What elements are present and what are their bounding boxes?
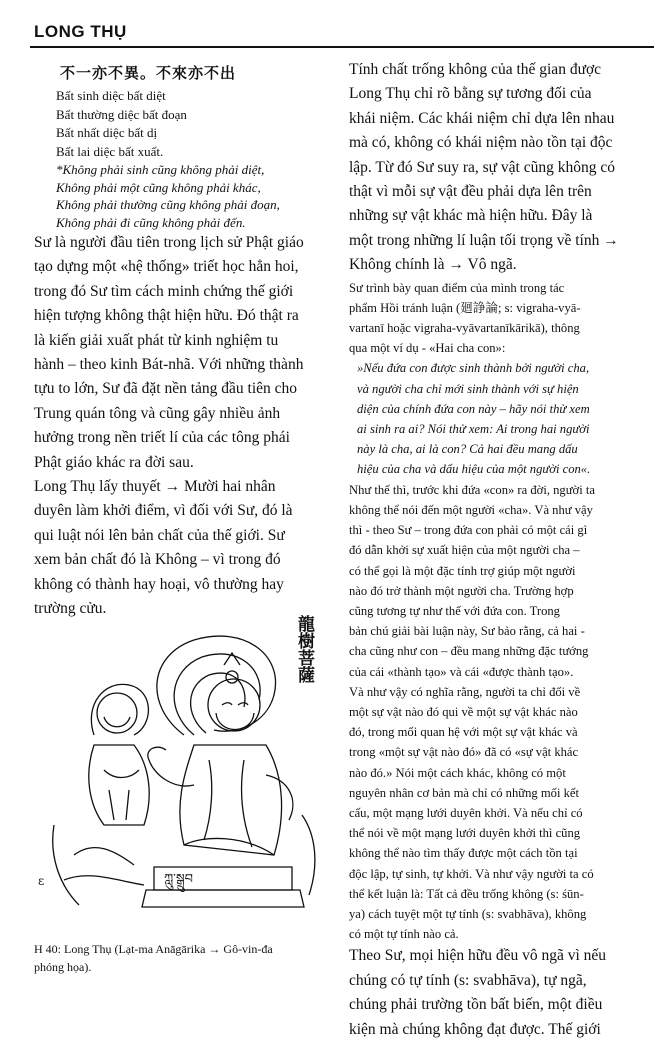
header-rule	[30, 46, 654, 48]
caption-line: H 40: Long Thụ (Lạt-ma Anāgārika → Gô-vin-đa	[34, 942, 273, 956]
paragraph-emptiness	[349, 58, 657, 278]
text-line: không có thành hay hoại, vô thường hay	[34, 575, 284, 593]
text-line: Sư là người đầu tiên trong lịch sử Phật giáo	[34, 234, 304, 251]
text-line: cũng tương tự như thế với đứa con. Trong	[349, 603, 560, 618]
verse-translation-line: *Không phải sinh cũng không phải diệt,	[56, 162, 265, 177]
text-line: thật vì mỗi sự vật đều phải dựa lên trên	[349, 183, 592, 201]
quote-line: ai sinh ra ai? Nói thử xem: Ai trong hai người	[357, 422, 590, 437]
verse-translation-line: Không phải thường cũng không phải đoạn,	[56, 197, 280, 212]
verse-line: Bất thường diệc bất đoạn	[56, 106, 187, 122]
text-line: Sư trình bày quan điểm của mình trong tác	[349, 280, 565, 295]
father-son-quote	[349, 358, 657, 479]
text-line: qui luật nói lên bản chất của thế giới. Sư	[34, 526, 285, 544]
paragraph-argument	[349, 480, 657, 945]
text-line: Không chính là → Vô ngã.	[349, 256, 517, 274]
text-line: tựu to lớn, Sư đã đặt nền tảng đầu tiên cho	[34, 380, 298, 398]
text-line: bản chú giải bài luận này, Sư bảo rằng, cả hai -	[349, 624, 585, 639]
text-line: Tính chất trống không của thế gian được	[349, 61, 602, 78]
text-line: cấu, một mạng lưới duyên khởi. Và nếu chỉ có	[349, 805, 583, 820]
text-line: ya) cách tuyệt một tự tính (s: svabhāva), không	[349, 906, 587, 921]
text-line: có thể gọi là một đặc tính trợ giúp một người	[349, 563, 576, 578]
text-line: là kiến giải xuất phát từ kinh nghiệm tu	[34, 331, 279, 349]
text-line: lập. Từ đó Sư suy ra, sự vật cũng không có	[349, 158, 615, 176]
quote-line: này là cha, ai là con? Cả hai đều mang dấu	[357, 442, 578, 457]
text-line: xem bản chất đó là Không – vì trong đó	[34, 551, 281, 569]
quote-line: hiệu của cha và dấu hiệu của một người con«.	[357, 462, 591, 477]
verse-translation-line: Không phải một cũng không phải khác,	[56, 179, 261, 195]
text-line: trong «một sự vật nào đó» đã có «sự vật khác	[349, 745, 579, 760]
text-line: một sự vật nào đó qui về một sự vật khác nào	[349, 704, 578, 719]
text-line: chúng có tự tính (s: svabhāva), tự ngã,	[349, 971, 587, 989]
artist-mark: ɛ	[38, 874, 45, 888]
text-line: nguyên nhân cơ bản mà chỉ có những mối kết	[349, 785, 579, 800]
text-line: Phật giáo khác ra đời sau.	[34, 453, 194, 471]
text-line: nào đó.» Nói một cách khác, không có một	[349, 765, 566, 780]
text-line: không thể nào tìm thấy được một cách tồn tại	[349, 846, 578, 861]
running-header: LONG THỤ	[34, 22, 127, 41]
paragraph-treatise	[349, 278, 657, 359]
verse-line: Bất sinh diệc bất diệt	[56, 88, 166, 103]
right-column	[349, 58, 657, 1042]
text-line: thì - theo Sư – trong đứa con phải có một cái gì	[349, 523, 588, 538]
text-line: phẩm Hồi tránh luận (廻諍論; s: vigraha-vyā-	[349, 300, 581, 315]
text-line: khái niệm. Các khái niệm chỉ dựa lên nhau	[349, 109, 615, 127]
caption-line: phóng họa).	[34, 960, 92, 974]
verse-translation	[34, 161, 334, 231]
figure-caption	[34, 940, 334, 976]
text-line: mà có, không có khái niệm nào tồn tại độc	[349, 134, 613, 152]
paragraph-history	[34, 231, 334, 475]
text-line: duyên làm khởi điểm, vì đối với Sư, đó là	[34, 502, 293, 520]
text-line: trường cửu.	[34, 600, 107, 618]
text-line: đó dẫn khởi sự xuất hiện của một người cha –	[349, 543, 580, 558]
verse-translation-line: Không phải đi cũng không phải đến.	[56, 214, 246, 230]
text-line: vartanī hoặc vigraha-vyāvartanīkārikā), thông	[349, 321, 580, 336]
nagarjuna-illustration	[34, 585, 334, 925]
text-line: độc lập, tự sinh, tự khởi. Và như vậy người ta có	[349, 866, 594, 881]
text-line: Trung quán tông và cũng gây nhiều ảnh	[34, 404, 281, 422]
text-line: Long Thụ chỉ rõ bằng sự tương đối của	[349, 85, 592, 103]
quote-line: diện của chính đứa con này – hãy nói thử xem	[357, 401, 590, 416]
text-line: hành – theo kinh Bát-nhã. Với những thành	[34, 356, 304, 374]
text-line: có một tự tính nào cả.	[349, 927, 459, 942]
text-line: đó, trong mối quan hệ với một sự vật khác và	[349, 725, 578, 740]
verse-line: Bất nhất diệc bất dị	[56, 125, 158, 140]
verse-sino	[34, 87, 334, 161]
left-column	[34, 58, 334, 622]
text-line: một trong những lí luận tối trọng về tính →	[349, 231, 619, 249]
text-line: cha cũng như con – đều mang những đặc tướng	[349, 644, 589, 659]
paragraph-conclusion	[349, 944, 657, 1042]
text-line: Và như vậy có nghĩa rằng, người ta chỉ đối về	[349, 684, 581, 699]
text-line: những sự vật khác mà hiện hữu. Đây là	[349, 207, 593, 225]
text-line: thể nói về một mạng lưới duyên khởi thì cũng	[349, 826, 581, 841]
verse-line: Bất lai diệc bất xuất.	[56, 143, 164, 159]
text-line: Long Thụ lấy thuyết → Mười hai nhân	[34, 478, 276, 496]
text-line: của cái «thành tạo» và cái «được thành tạo».	[349, 664, 574, 679]
text-line: thể kết luận là: Tất cả đều trống không (s: śūn-	[349, 886, 584, 901]
illustration-inscription: 龍樹菩薩	[294, 615, 314, 683]
text-line: hiện tượng không thật hiện hữu. Đó thật ra	[34, 307, 299, 325]
text-line: qua một ví dụ - «Hai cha con»:	[349, 341, 506, 356]
text-line: Như thế thì, trước khi đứa «con» ra đời, người ta	[349, 482, 595, 497]
text-line: kiện mà chúng không đạt được. Thế giới	[349, 1020, 601, 1038]
text-line: chúng phải trường tồn bất biến, một điều	[349, 996, 603, 1014]
chinese-verse: 不一亦不異。不來亦不出	[60, 64, 237, 82]
text-line: hưởng trong nền triết lí của các tông phái	[34, 429, 290, 447]
nagarjuna-drawing	[34, 585, 334, 925]
quote-line: và người cha chỉ mới sinh thành với sự hiện	[357, 381, 579, 396]
text-line: không thể nói đến một người «cha». Và như vậy	[349, 502, 593, 517]
quote-line: »Nếu đứa con được sinh thành bởi người cha,	[357, 361, 590, 376]
text-line: Theo Sư, mọi hiện hữu đều vô ngã vì nếu	[349, 947, 607, 965]
text-line: nào đó trở thành một người cha. Trường hợp	[349, 583, 574, 598]
text-line: tạo dựng một «hệ thống» triết học hẳn hoi,	[34, 258, 299, 276]
text-line: trong đó Sư tìm cách minh chứng thế giới	[34, 282, 294, 300]
illustration-base-script: ཀླུ་སྒྲུབ	[164, 872, 193, 887]
